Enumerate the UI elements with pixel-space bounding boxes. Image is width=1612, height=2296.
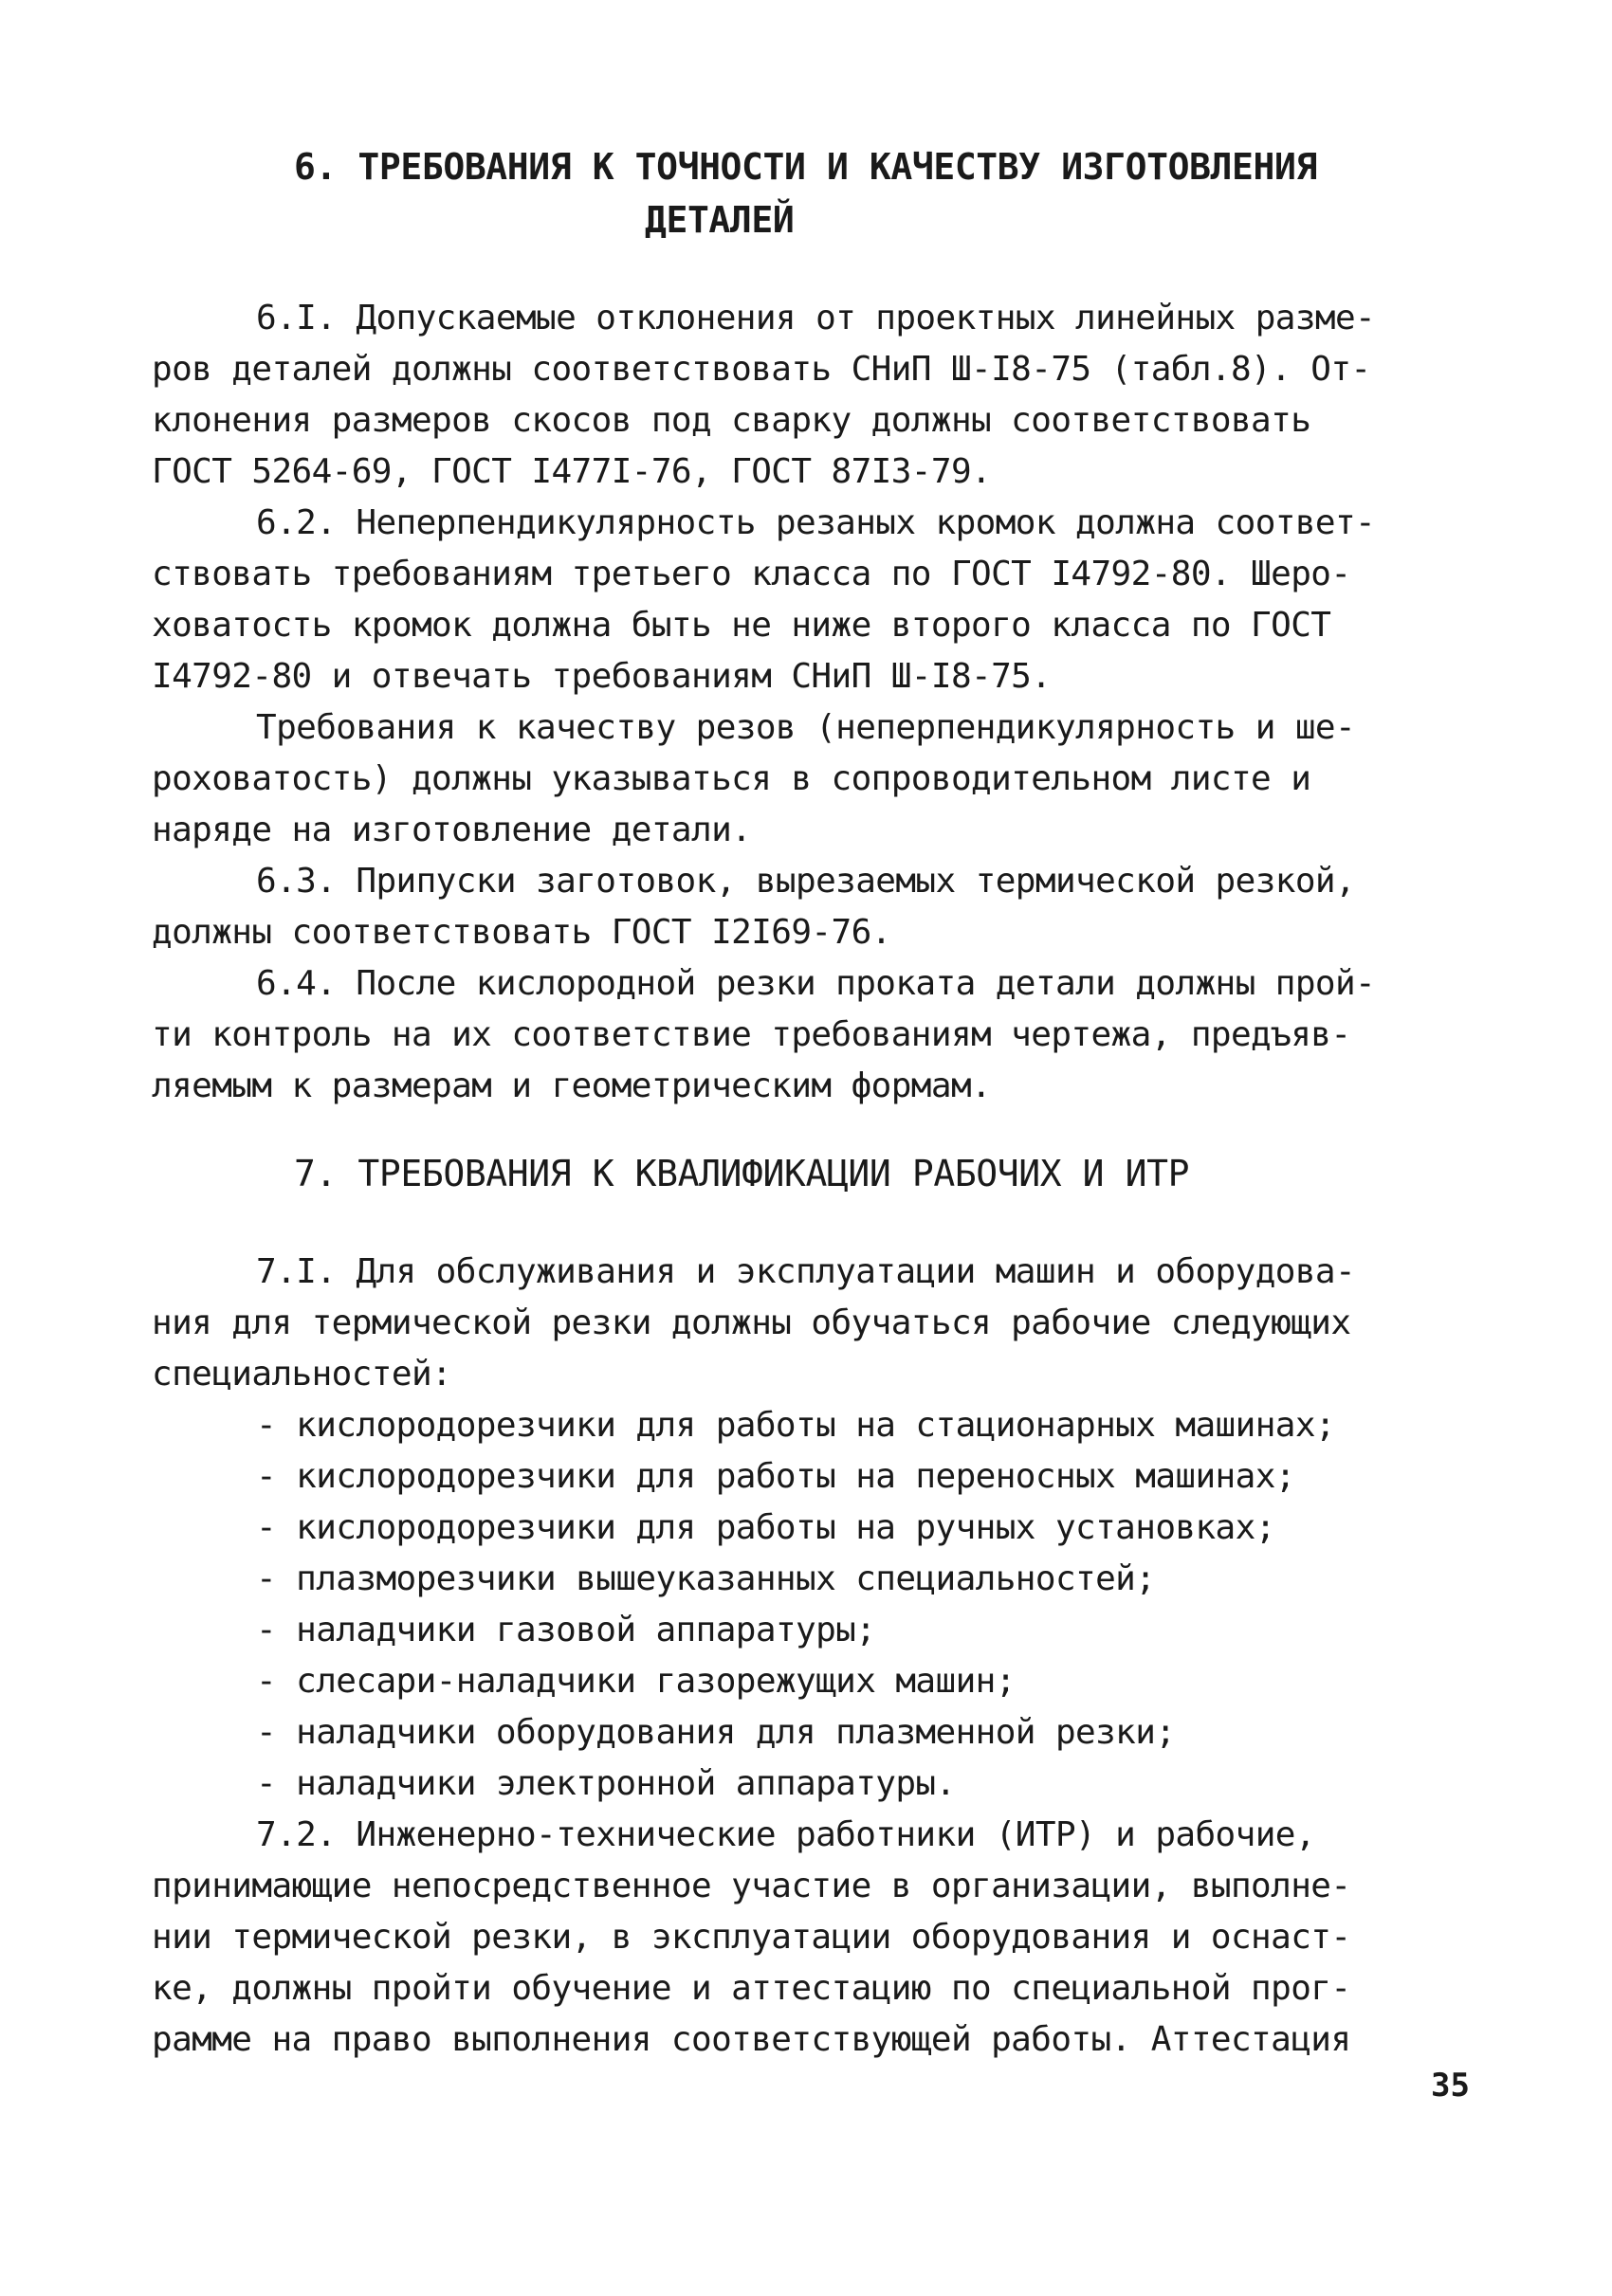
specialty-list-item: - наладчики газовой аппаратуры; <box>256 1611 876 1649</box>
section-6-title-line-1: 6. ТРЕБОВАНИЯ К ТОЧНОСТИ И КАЧЕСТВУ ИЗГОТОВЛЕНИЯ <box>294 146 1317 188</box>
paragraph-6-1-line: клонения размеров скосов под сварку должны соответствовать <box>152 401 1311 440</box>
paragraph-6-2-line: ствовать требованиям третьего класса по ГОСТ I4792-80. Шеро- <box>152 555 1351 593</box>
paragraph-6-4-line: ти контроль на их соответствие требованиям чертежа, предъяв- <box>152 1015 1351 1054</box>
page-number: 35 <box>1431 2067 1470 2105</box>
specialty-list-item: - наладчики электронной аппаратуры. <box>256 1764 956 1803</box>
paragraph-6-2b-line: наряде на изготовление детали. <box>152 811 752 849</box>
paragraph-6-3-line: 6.3. Припуски заготовок, вырезаемых термической резкой, <box>256 862 1356 901</box>
paragraph-6-4-line: 6.4. После кислородной резки проката детали должны прой- <box>256 964 1376 1003</box>
paragraph-6-2-line: I4792-80 и отвечать требованиям СНиП Ш-I8-75. <box>152 657 1052 696</box>
section-6-title-line-2: ДЕТАЛЕЙ <box>645 199 795 241</box>
paragraph-7-2-line: ке, должны пройти обучение и аттестацию по специальной прог- <box>152 1969 1351 2008</box>
paragraph-6-2b-line: Требования к качеству резов (неперпендикулярность и ше- <box>256 708 1356 747</box>
paragraph-6-3-line: должны соответствовать ГОСТ I2I69-76. <box>152 913 891 952</box>
paragraph-6-1-line: ров деталей должны соответствовать СНиП Ш-I8-75 (табл.8). От- <box>152 350 1371 389</box>
paragraph-6-4-line: ляемым к размерам и геометрическим формам. <box>152 1066 992 1105</box>
specialty-list-item: - кислородорезчики для работы на стационарных машинах; <box>256 1406 1335 1445</box>
paragraph-7-1-line: 7.I. Для обслуживания и эксплуатации машин и оборудова- <box>256 1252 1356 1291</box>
paragraph-7-2-line: 7.2. Инженерно-технические работники (ИТР) и рабочие, <box>256 1815 1315 1854</box>
paragraph-6-2-line: ховатость кромок должна быть не ниже второго класса по ГОСТ <box>152 606 1331 645</box>
specialty-list-item: - наладчики оборудования для плазменной резки; <box>256 1713 1176 1752</box>
paragraph-7-1-line: ния для термической резки должны обучаться рабочие следующих <box>152 1303 1351 1342</box>
paragraph-6-1-line: ГОСТ 5264-69, ГОСТ I477I-76, ГОСТ 87I3-79. <box>152 452 992 491</box>
section-7-title: 7. ТРЕБОВАНИЯ К КВАЛИФИКАЦИИ РАБОЧИХ И ИТР <box>294 1153 1190 1194</box>
paragraph-7-2-line: принимающие непосредственное участие в организации, выполне- <box>152 1867 1351 1905</box>
paragraph-7-1-line: специальностей: <box>152 1355 452 1394</box>
specialty-list-item: - кислородорезчики для работы на переносных машинах; <box>256 1457 1295 1496</box>
paragraph-6-1-line: 6.I. Допускаемые отклонения от проектных линейных разме- <box>256 299 1376 337</box>
specialty-list-item: - кислородорезчики для работы на ручных установках; <box>256 1508 1275 1547</box>
paragraph-7-2-line: рамме на право выполнения соответствующей работы. Аттестация <box>152 2020 1351 2059</box>
paragraph-6-2-line: 6.2. Неперпендикулярность резаных кромок должна соответ- <box>256 503 1376 542</box>
paragraph-7-2-line: нии термической резки, в эксплуатации оборудования и оснаст- <box>152 1918 1351 1957</box>
specialty-list-item: - плазморезчики вышеуказанных специальностей; <box>256 1559 1156 1598</box>
specialty-list-item: - слесари-наладчики газорежущих машин; <box>256 1662 1016 1701</box>
paragraph-6-2b-line: роховатость) должны указываться в сопроводительном листе и <box>152 759 1311 798</box>
